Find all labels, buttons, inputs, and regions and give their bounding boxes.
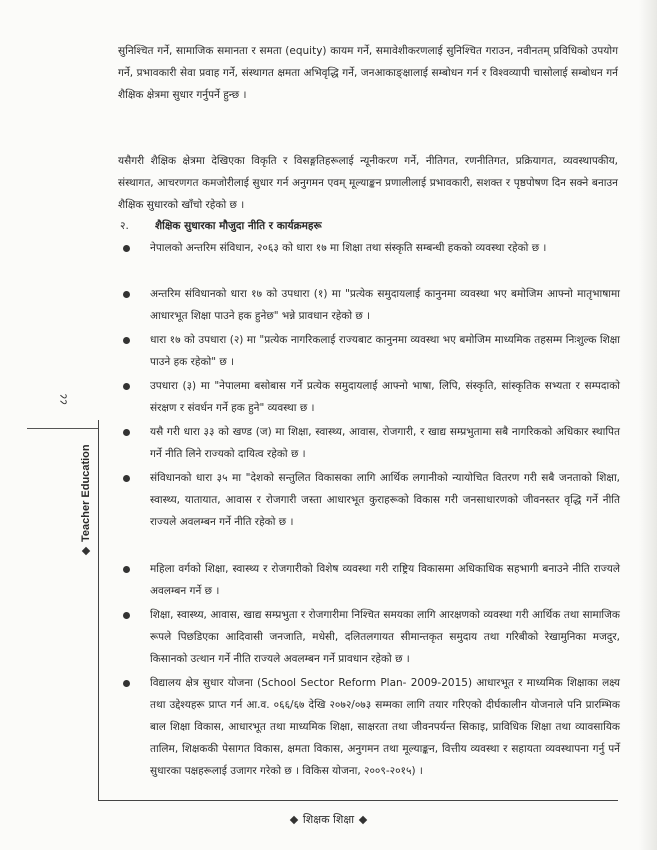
list-item	[150, 467, 620, 533]
bullet-icon	[123, 566, 130, 573]
list-item	[150, 672, 620, 782]
bullet-icon	[123, 680, 130, 687]
section-title: शैक्षिक सुधारका मौजुदा नीति र कार्यक्रमहरू	[155, 220, 322, 232]
list-item	[150, 604, 620, 670]
list-item	[150, 283, 620, 327]
sidebar-label	[80, 360, 92, 560]
list-item-text: महिला वर्गको शिक्षा, स्वास्थ्य र रोजगारीको विशेष व्यवस्था गरी राष्ट्रिय विकासमा अधिकाधिक सहभागी बनाउने नीति राज्यले अवलम्बन गर्ने छ ।	[150, 563, 620, 597]
list-item	[150, 329, 620, 373]
scan-edge	[639, 0, 657, 850]
list-item	[150, 375, 620, 419]
list-item-text: यसै गरी धारा ३३ को खण्ड (ज) मा शिक्षा, स्वास्थ्य, आवास, रोजगारी, र खाद्य सम्प्रभुतामा सबै नागरिकको अधिकार स्थापित गर्ने नीति लिने राज्यको दायित्व रहेको छ ।	[150, 426, 620, 460]
bullet-icon	[123, 245, 130, 252]
bullet-icon	[123, 429, 130, 436]
list-item-text: शिक्षा, स्वास्थ्य, आवास, खाद्य सम्प्रभुता र रोजगारीमा निश्चित समयका लागि आरक्षणको व्यवस्था गरी आर्थिक तथा सामाजिक रूपले पिछडिएका आदिवासी जनजाति, मधेसी, दलितलगायत सीमान्तकृत समुदाय तथा गरिबीको रेखामुनिका मजदुर, किसानको उत्थान गर्ने नीति राज्यले अवलम्बन गर्ने प्रावधान रहेको छ ।	[150, 609, 620, 665]
list-item	[150, 558, 620, 602]
diamond-icon	[82, 547, 90, 555]
bullet-icon	[123, 612, 130, 619]
diamond-icon	[359, 816, 367, 824]
section-number: २.	[120, 220, 129, 232]
margin-rail	[98, 420, 99, 800]
list-item-text: संविधानको धारा ३५ मा "देशको सन्तुलित विकासका लागि आर्थिक लगानीको न्यायोचित वितरण गरी सबै जनताको शिक्षा, स्वास्थ्य, यातायात, आवास र रोजगारी जस्ता आधारभूत कुराहरूको विकास गरी जनसाधारणको जीवनस्तर वृद्धि गर्ने नीति राज्यले अवलम्बन गर्ने नीति रहेको छ ।	[150, 472, 620, 528]
footer-title: शिक्षक शिक्षा	[302, 813, 355, 826]
page-number: ८८	[57, 393, 70, 405]
list-item-text: विद्यालय क्षेत्र सुधार योजना (School Sector Reform Plan- 2009-2015) आधारभूत र माध्यमिक शिक्षाका लक्ष्य तथा उद्देश्यहरू प्राप्त गर्न आ.व. ०६६/६७ देखि २०७२/०७३ सम्मका लागि तयार गरिएको दीर्घकालीन योजनाले पनि प्रारम्भिक बाल शिक्षा विकास, आधारभूत तथा माध्यमिक शिक्षा, साक्षरता तथा जीवनपर्यन्त सिकाइ, प्राविधिक शिक्षा तथा व्यावसायिक तालिम, शिक्षककी पेसागत विकास, क्षमता विकास, अनुगमन तथा मूल्याङ्कन, वित्तीय व्यवस्था र सहायता व्यवस्थापना गर्नु पर्ने सुधारका पक्षहरूलाई उजागर गरेको छ । विकिस योजना, २००९-२०१५) ।	[150, 677, 620, 777]
bullet-icon	[123, 337, 130, 344]
diamond-icon	[290, 816, 298, 824]
list-item	[150, 421, 620, 465]
section-heading	[120, 215, 615, 237]
list-item-text: धारा १७ को उपधारा (२) मा "प्रत्येक नागरिकलाई राज्यबाट कानुनमा व्यवस्था भए बमोजिम माध्यमिक तहसम्म निःशुल्क शिक्षा पाउने हक रहेको" छ ।	[150, 334, 620, 368]
bottom-rule	[98, 800, 618, 801]
list-item-text: उपधारा (३) मा "नेपालमा बसोबास गर्ने प्रत्येक समुदायलाई आफ्नो भाषा, लिपि, संस्कृति, सांस्कृतिक सभ्यता र सम्पदाको संरक्षण र संवर्धन गर्ने हक हुने" व्यवस्था छ ।	[150, 380, 620, 414]
bullet-icon	[123, 475, 130, 482]
page-footer	[0, 812, 657, 827]
paragraph-2: यसैगरी शैक्षिक क्षेत्रमा देखिएका विकृति र विसङ्गतिहरूलाई न्यूनीकरण गर्ने, नीतिगत, रणनीतिगत, प्रक्रियागत, व्यवस्थापकीय, संस्थागत, आचरणगत कमजोरीलाई सुधार गर्न अनुगमन एवम् मूल्याङ्कन प्रणालीलाई प्रभावकारी, सशक्त र पृष्ठपोषण दिन सक्ने बनाउन शैक्षिक सुधारको खाँचो रहेको छ ।	[118, 155, 618, 211]
list-item-text: अन्तरिम संविधानको धारा १७ को उपधारा (१) मा "प्रत्येक समुदायलाई कानुनमा व्यवस्था भए बमोजिम आफ्नो मातृभाषामा आधारभूत शिक्षा पाउने हक हुनेछ" भन्ने प्रावधान रहेको छ ।	[150, 288, 620, 322]
list-item	[150, 237, 620, 259]
bullet-icon	[123, 291, 130, 298]
sidebar-label-text: Teacher Education	[80, 444, 92, 542]
paragraph-1: सुनिश्चित गर्ने, सामाजिक समानता र समता (equity) कायम गर्ने, समावेशीकरणलाई सुनिश्चित गराउन, नवीनतम् प्रविधिको उपयोग गर्ने, प्रभावकारी सेवा प्रवाह गर्ने, संस्थागत क्षमता अभिवृद्धि गर्ने, जनआकाङ्क्षालाई सम्बोधन गर्न र विश्वव्यापी चासोलाई सम्बोधन गर्न शैक्षिक क्षेत्रमा सुधार गर्नुपर्ने हुन्छ ।	[118, 45, 618, 101]
list-item-text: नेपालको अन्तरिम संविधान, २०६३ को धारा १७ मा शिक्षा तथा संस्कृति सम्बन्धी हकको व्यवस्था रहेको छ ।	[150, 242, 547, 254]
bullet-icon	[123, 383, 130, 390]
